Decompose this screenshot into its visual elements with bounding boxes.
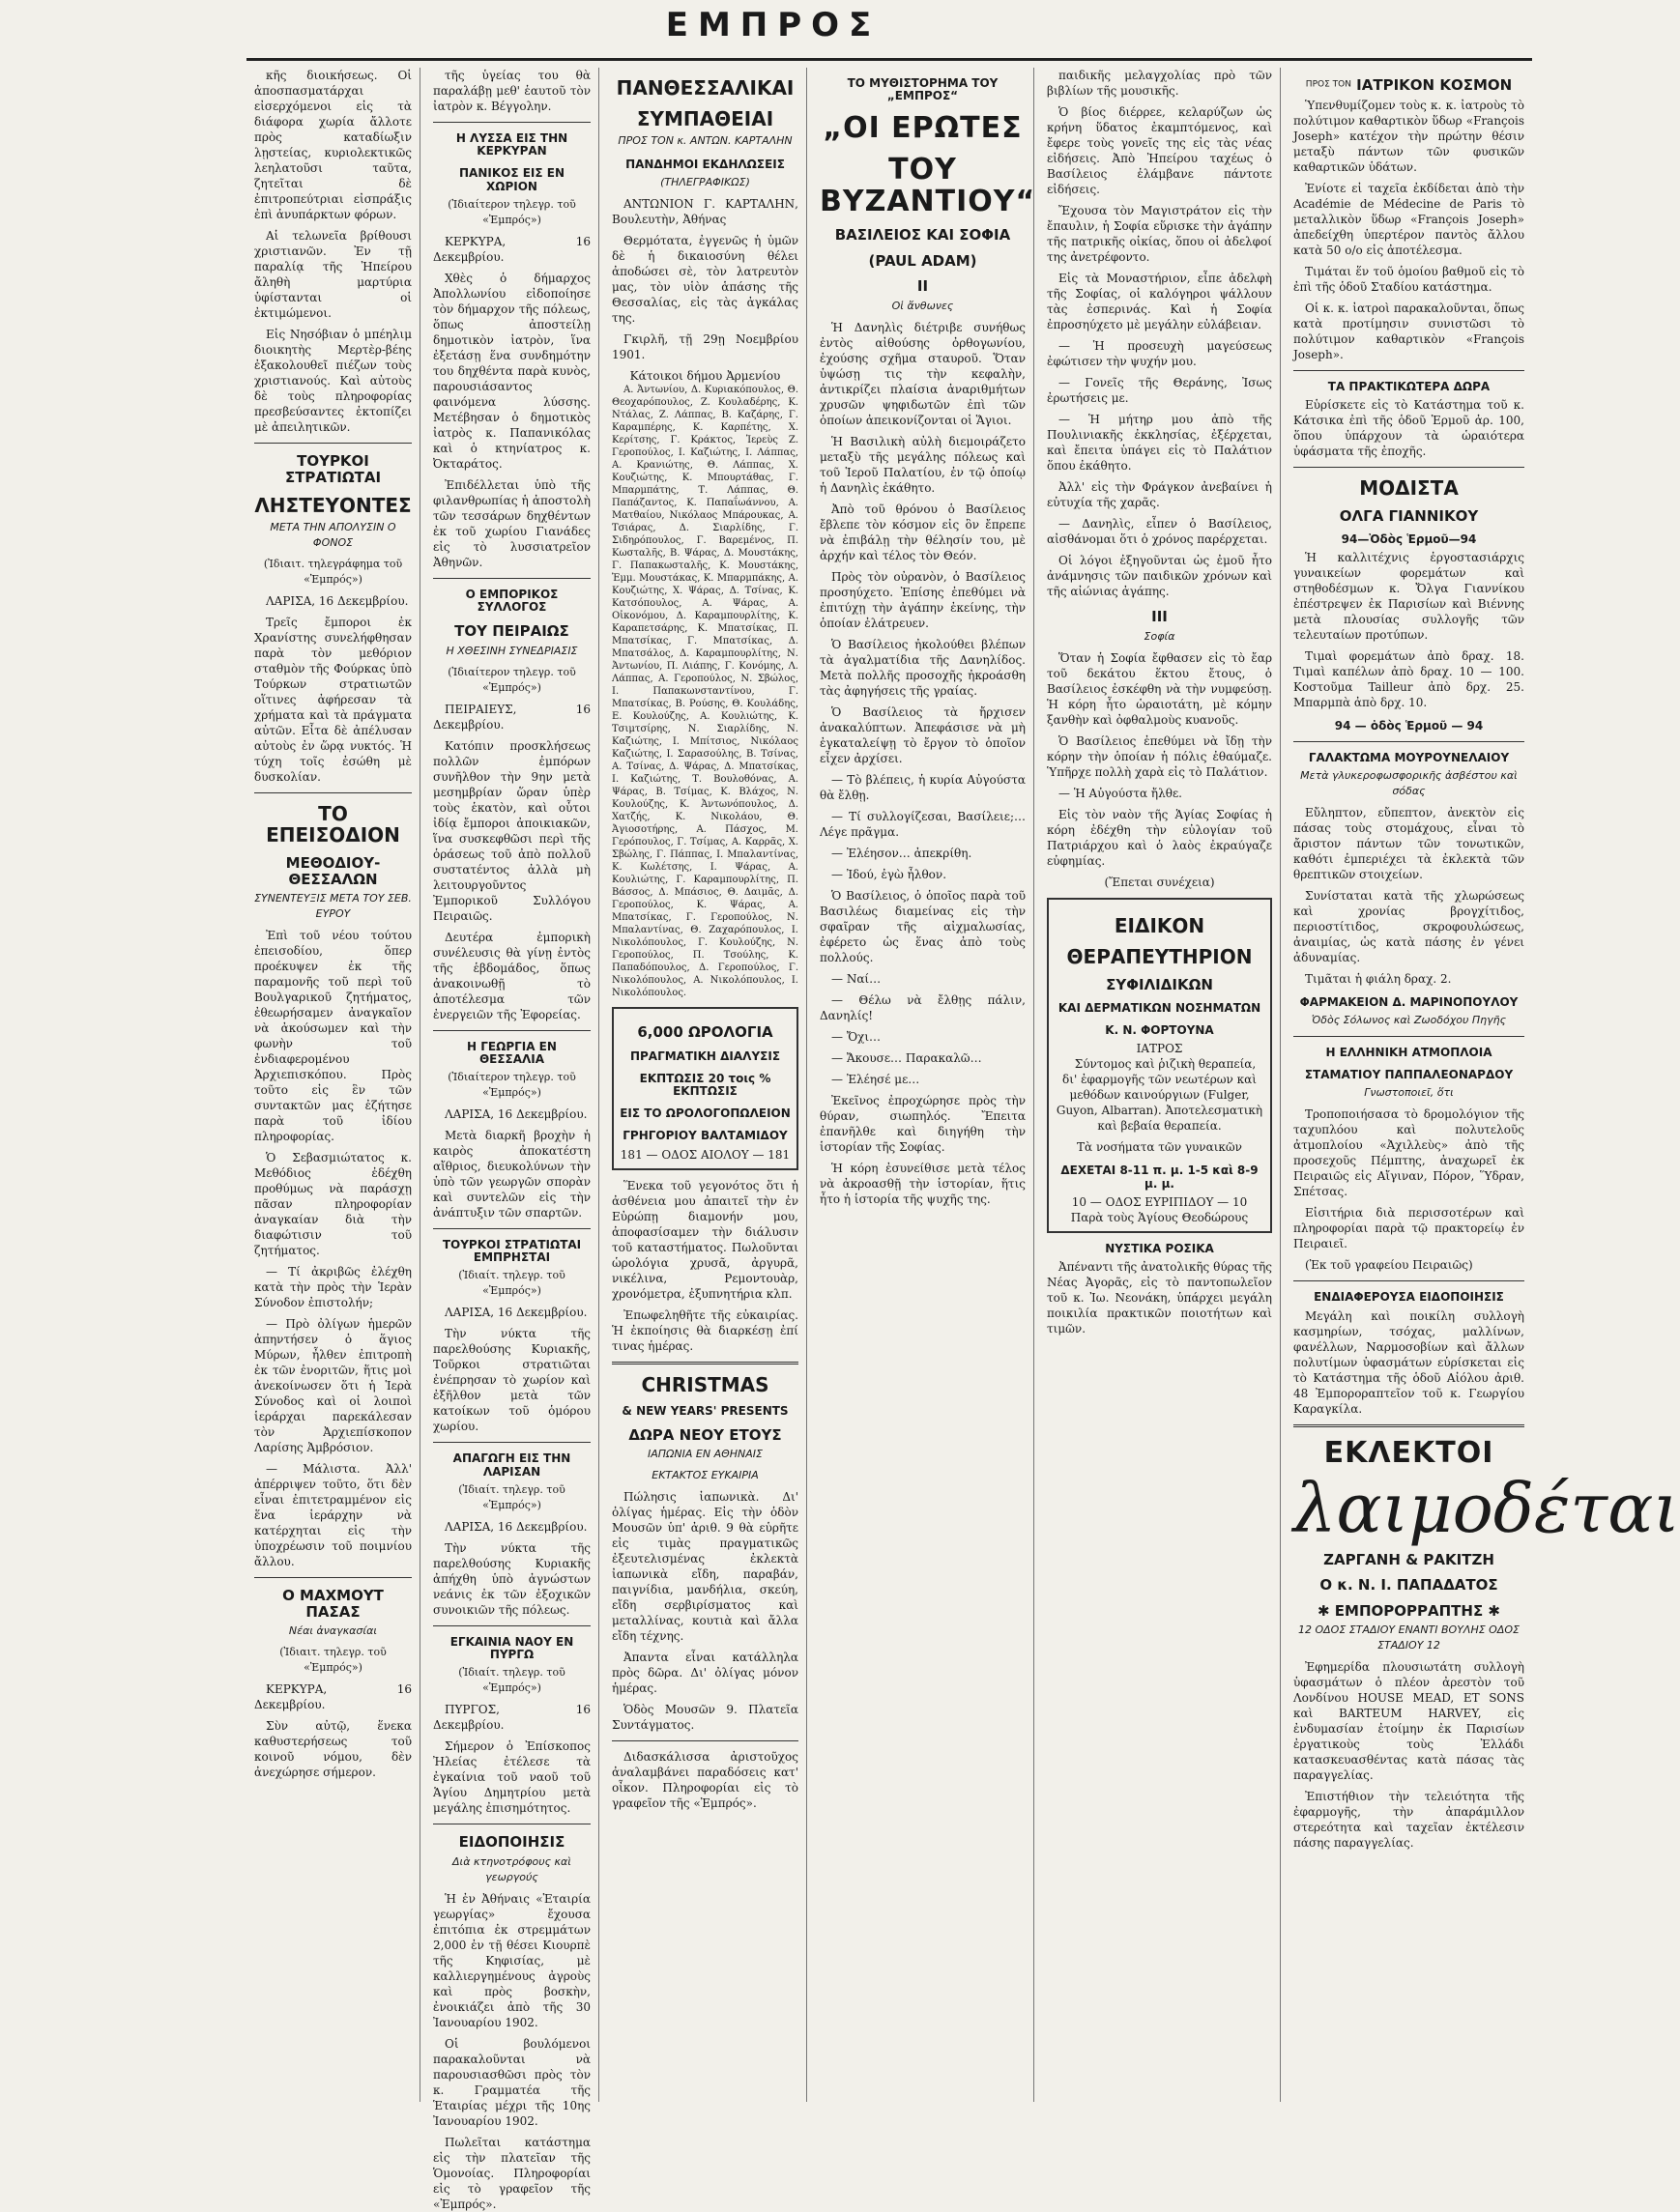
- dateline: Γκιρλῆ, τῇ 29ῃ Νοεμβρίου 1901.: [612, 332, 798, 362]
- divider: [433, 1442, 591, 1443]
- divider: [1293, 1036, 1524, 1037]
- dialogue-line: — Θέλω νὰ ἔλθῃς πάλιν, Δανηλίς!: [820, 992, 1026, 1022]
- ad-address: 181 — ΟΔΟΣ ΑΙΟΛΟΥ — 181: [620, 1147, 791, 1162]
- divider: [433, 1030, 591, 1031]
- headline: ΜΕΘΟΔΙΟΥ-ΘΕΣΣΑΛΩΝ: [285, 854, 381, 888]
- article-text: Ὁ Βασίλειος ἐπεθύμει νὰ ἴδῃ τὴν κόρην τὴν ὁποίαν ἡ πόλις ἐθαύμαζε. Ὑπῆρχε πολλὴ χαρὰ εἰς τὸ Παλάτιον.: [1047, 733, 1272, 779]
- ad-headline: ΕΙΔΙΚΟΝ: [1114, 913, 1205, 937]
- article-text: Πώλησις ἰαπωνικὰ. Δι' ὀλίγας ἡμέρας. Εἰς τὴν ὁδὸν Μουσῶν ὑπ' ἀριθ. 9 θὰ εὑρῆτε εἰς τιμὰς πραγματικῶς ἐξευτελισμένας ἐκλεκτὰ ἰαπωνικὰ εἴδη, παραβάν, παιγνίδια, μανδήλια, σκεύη, εἴδη σερβιρίσματος καὶ μεταλλίνας, κουτιὰ καὶ ἄλλα εἴδη τέχνης.: [612, 1490, 798, 1644]
- ad-text: Σύντομος καὶ ῥιζικὴ θεραπεία, δι' ἐφαρμογῆς τῶν νεωτέρων καὶ μεθόδων καινούργιων (Fulger, Guyon, Albarran). Ἀποτελεσματικὴ καὶ βεβαία θεραπεία.: [1056, 1057, 1263, 1134]
- byline: (Ἰδιαιτ. τηλεγράφημα τοῦ «Ἐμπρός»): [263, 558, 403, 586]
- article-text: Πρὸς τὸν οὐρανὸν, ὁ Βασίλειος προσηύχετο. Ἐπίσης ἐπεθύμει νὰ ἐπιτύχῃ τὴν ἀγάπην ἐκείνης, τὴν ὁποίαν ἐλάτρευεν.: [820, 569, 1026, 630]
- article-text: Συνίσταται κατὰ τῆς χλωρώσεως καὶ χρονίας βρογχίτιδος, περιοστίτιδος, σκροφουλώσεως, ἀναιμίας, ὡς κατὰ πάσης ἐν γένει ἀδυναμίας.: [1293, 888, 1524, 964]
- headline: 94—Ὁδὸς Ἑρμοῦ—94: [1341, 532, 1477, 547]
- headline: ΛΗΣΤΕΥΟΝΤΕΣ: [254, 494, 412, 517]
- addressee: ΑΝΤΩΝΙΟΝ Γ. ΚΑΡΤΑΛΗΝ, Βουλευτὴν, Ἀθήνας: [612, 197, 798, 227]
- article-text: Ἐπιδέλλεται ὑπὸ τῆς φιλανθρωπίας ἡ ἀποστολὴ τῶν τεσσάρων δηχθέντων ἐκ τοῦ χωρίου Γιανάδες εἰς τὸ λυσσιατρεῖον Ἀθηνῶν.: [433, 477, 591, 569]
- script-headline: λαιμοδέται: [1293, 1468, 1680, 1548]
- subheadline: Διὰ κτηνοτρόφους καὶ γεωργούς: [451, 1854, 572, 1883]
- article-text: Θερμότατα, ἐγγενῶς ἡ ὑμῶν δὲ ἡ δικαιοσύνη θέλει ἀποδώσει σὲ, τὸν λατρευτὸν μας, τὸν υἱὸν ἁπάσης τῆς Θεσσαλίας, εἰς τὰς ἀγκάλας της.: [612, 234, 798, 326]
- subheadline: Μετὰ γλυκεροφωσφορικῆς ἀσβέστου καὶ σόδας: [1300, 768, 1518, 797]
- headline: ΤΟΥΡΚΟΙ ΣΤΡΑΤΙΩΤΑΙ: [284, 452, 382, 486]
- dateline: ΛΑΡΙΣΑ, 16 Δεκεμβρίου.: [445, 1107, 588, 1121]
- dateline: ΠΕΙΡΑΙΕΥΣ, 16 Δεκεμβρίου.: [433, 702, 591, 732]
- divider: [1293, 1280, 1524, 1281]
- subheadline: ΒΑΣΙΛΕΙΟΣ ΚΑΙ ΣΟΦΙΑ: [834, 226, 1011, 244]
- ad-text: ΙΑΤΡΟΣ: [1136, 1042, 1183, 1056]
- dialogue-line: — Ἰδού, ἐγὼ ἦλθον.: [831, 867, 947, 881]
- headline: ΕΙΔΟΠΟΙΗΣΙΣ: [458, 1833, 565, 1852]
- article-text: τῆς ὑγείας του θὰ παραλάβῃ μεθ' ἑαυτοῦ τὸν ἰατρὸν κ. Βέγγολην.: [433, 69, 591, 113]
- article-text: Τιμάται ἕν τοῦ ὁμοίου βαθμοῦ εἰς τὸ ἐπὶ τῆς ὁδοῦ Σταδίου κατάστημα.: [1293, 264, 1524, 294]
- divider: [254, 443, 412, 444]
- article-text: Ἡ ἐν Ἀθήναις «Ἑταιρία γεωργίας» ἔχουσα ἐπιτόπια ἐκ στρεμμάτων 2,000 ἐν τῇ θέσει Κιουρπὲ τῆς Κηφισίας, μὲ καλλιεργημένους ἀγροὺς καὶ πρὸς βοσκὴν, ἐνοικιάζει ἀπὸ τῆς 30 Ἰανουαρίου 1902.: [433, 1891, 591, 2029]
- divider: [1293, 1424, 1524, 1427]
- article-text: Ἐκεῖνος ἐπροχώρησε πρὸς τὴν θύραν, σιωπηλός. Ἔπειτα ἐπανῆλθε καὶ διηγήθη τὴν ἱστορίαν τῆς Σοφίας.: [820, 1093, 1026, 1154]
- divider: [1293, 370, 1524, 371]
- article-text: κῆς διοικήσεως. Οἱ ἀποσπασματάρχαι εἰσερχόμενοι εἰς τὰ διάφορα χωρία ἄλλοτε πρὸς καταδίωξιν λῃστείας, κυριολεκτικῶς λεηλατοῦσι ταῦτα, ζητεῖται δὲ ἐπιτροπεύτριαι εἰσπράξις ἐπὶ ἀνυπάρκτων φόρων.: [254, 69, 412, 221]
- article-text: — Δανηλὶς, εἶπεν ὁ Βασίλειος, αἰσθάνομαι ὅτι ὁ χρόνος παρέρχεται.: [1047, 517, 1272, 546]
- article-text: Ἐνίοτε εἰ ταχεῖα ἐκδίδεται ἀπὸ τὴν Académie de Médecine de Paris τὸ μεταλλικὸν ὕδωρ «François Joseph» ἀπεδείχθη ὑπερτέρον παντὸς ἄλλου κατὰ 50 ο/ο εἰς ἀποτέλεσμα.: [1293, 181, 1524, 257]
- subheadline: ΠΡΟΣ ΤΟΝ κ. ΑΝΤΩΝ. ΚΑΡΤΑΛΗΝ: [618, 134, 793, 147]
- dateline: ΛΑΡΙΣΑ, 16 Δεκεμβρίου.: [266, 594, 409, 608]
- article-text: — Πρὸ ὀλίγων ἡμερῶν ἀπηντήσεν ὁ ἅγιος Μύρων, ἦλθεν ἐπιτροπὴ ἐκ τῶν ἐνοριτῶν, ἥτις μοὶ ἀνεκοίνωσεν ὅτι ἡ Ἱερὰ Σύνοδος καὶ οἱ λοιποὶ ἱεράρχαι παρεκάλεσαν τὸν Ἀρχιεπίσκοπον Λαρίσης Ἀμβρόσιον.: [254, 1317, 412, 1454]
- ad-address: 10 — ΟΔΟΣ ΕΥΡΙΠΙΔΟΥ — 10: [1071, 1194, 1248, 1209]
- article-text: Ὁδὸς Μουσῶν 9. Πλατεῖα Συντάγματος.: [612, 1703, 798, 1733]
- dateline: ΛΑΡΙΣΑ, 16 Δεκεμβρίου.: [445, 1519, 588, 1534]
- article-text: Τὴν νύκτα τῆς παρελθούσης Κυριακῆς ἀπήχθη ὑπὸ ἀγνώστων νεάνις ἐκ τῶν ἐξοχικῶν συνοικιῶν τῆς πόλεως.: [433, 1540, 591, 1617]
- article-text: Σὺν αὐτῷ, ἕνεκα καθυστερήσεως τοῦ κοινοῦ νόμου, δὲν ἀνεχώρησε σήμερον.: [254, 1719, 412, 1779]
- article-text: Πωλεῖται κατάστημα εἰς τὴν πλατεῖαν τῆς Ὁμονοίας. Πληροφορίαι εἰς τὸ γραφεῖον τῆς «Ἐμπρός».: [433, 2135, 591, 2211]
- article-text: Εὑρίσκετε εἰς τὸ Κατάστημα τοῦ κ. Κάτσικα ἐπὶ τῆς ὁδοῦ Ἑρμοῦ ἀρ. 100, ὅπου ὑπάρχουν τὰ ὡραιότερα ὑφάσματα τῆς ἐποχῆς.: [1293, 397, 1524, 458]
- dialogue-line: — Γονεῖς τῆς Θεράνης, Ἰσως ἐρωτήσεις με.: [1047, 376, 1272, 405]
- ad-headline: ΕΚΠΤΩΣΙΣ 20 τοις % ΕΚΠΤΩΣΙΣ: [639, 1071, 771, 1099]
- headline: ΣΥΜΠΑΘΕΙΑΙ: [636, 107, 774, 130]
- headline: CHRISTMAS: [641, 1372, 769, 1396]
- article-text: Ἀπὸ τοῦ θρόνου ὁ Βασίλειος ἔβλεπε τὸν κόσμον εἰς ὃν ἔπρεπε νὰ ἐπιβάλῃ τὴν θέλησίν του, μὲ ἀρχήν καὶ τέλος τὸν Θεόν.: [820, 502, 1026, 562]
- ad-headline: ΓΡΗΓΟΡΙΟΥ ΒΑΛΤΑΜΙΔΟΥ: [623, 1129, 788, 1143]
- continued-note: (Ἔπεται συνέχεια): [1104, 875, 1215, 889]
- article-text: Ἐπιστήθιον τὴν τελειότητα τῆς ἐφαρμογῆς, τὴν ἀπαράμιλλον στερεότητα καὶ ταχεῖαν ἐκτέλεσιν πάσης παραγγελίας.: [1293, 1790, 1524, 1850]
- headline: „ΟΙ ΕΡΩΤΕΣ: [823, 111, 1023, 146]
- subheadline: Ὁδὸς Σόλωνος καὶ Ζωοδόχου Πηγῆς: [1311, 1013, 1507, 1026]
- subheadline: Γνωστοποιεῖ, ὅτι: [1364, 1086, 1454, 1100]
- headline: ΝΥΣΤΙΚΑ ΡΟΣΙΚΑ: [1105, 1241, 1214, 1255]
- column-2: [425, 68, 599, 2211]
- headline: Η ΓΕΩΡΓΙΑ ΕΝ ΘΕΣΣΑΛΙΑ: [467, 1039, 557, 1066]
- headline: ΤΑ ΠΡΑΚΤΙΚΩΤΕΡΑ ΔΩΡΑ: [1327, 379, 1491, 393]
- article-text: Τὴν νύκτα τῆς παρελθούσης Κυριακῆς, Τοῦρκοι στρατιῶται ἐνέπρησαν τὸ χωρίον καὶ ἐξῆλθον μετὰ τῶν κατοίκων τοῦ ὁμόρου χωρίου.: [433, 1327, 591, 1434]
- subheadline: ΠΑΝΙΚΟΣ ΕΙΣ ΕΝ ΧΩΡΙΟΝ: [459, 166, 565, 193]
- headline: ΟΛΓΑ ΓΙΑΝΝΙΚΟΥ: [1339, 506, 1479, 525]
- headline: ΤΟΥΡΚΟΙ ΣΤΡΑΤΙΩΤΑΙ ΕΜΠΡΗΣΤΑΙ: [442, 1238, 582, 1265]
- article-text: Χθὲς ὁ δήμαρχος Ἀπολλωνίου εἰδοποίησε τὸν δήμαρχον τῆς πόλεως, ὅπως ἀποστείλῃ δημοτικὸν ἰατρὸν, ἵνα ἐξετάσῃ ἕνα συνδημότην του δηχθέντα παρὰ κυνὸς, παρουσιάσαντος φαινόμενα λύσσης. Μετέβησαν ὁ δημοτικὸς ἰατρὸς κ. Παπανικόλας καὶ ὁ κτηνίατρος κ. Ὀκταράτος.: [433, 271, 591, 471]
- masthead-rule: [246, 58, 1532, 61]
- article-text: Ἀλλ' εἰς τὴν Φράγκον ἀνεβαίνει ἡ εὐτυχία τῆς χαρᾶς.: [1047, 480, 1272, 509]
- column-4: [812, 68, 1034, 2102]
- article-text: — Μάλιστα. Ἀλλ' ἀπέρριψεν τοῦτο, ὅτι δὲν εἶναι ἐπιτετραμμένον εἰς ἕνα ἱεράρχην νὰ κατέρχηται εἰς τὴν ὑποχρέωσιν τοῦ ποιμνίου ἄλλου.: [254, 1462, 412, 1568]
- byline: (Ἰδιαίτ. τηλεγρ. τοῦ «Ἐμπρός»): [458, 1269, 565, 1298]
- subheadline: Κάτοικοι δήμου Ἀρμενίου: [629, 369, 781, 384]
- author: (PAUL ADAM): [868, 251, 977, 270]
- ad-headline: ΘΕΡΑΠΕΥΤΗΡΙΟΝ: [1066, 944, 1253, 968]
- article-text: Ἡ κόρη ἐσυνείθισε μετὰ τέλος νὰ ἀκροασθῇ τὴν ἱστορίαν, ἥτις ἦτο ἡ ἱστορία τῆς ψυχῆς της.: [820, 1161, 1026, 1206]
- byline: (Ἰδιαίτ. τηλεγρ. τοῦ «Ἐμπρός»): [458, 1482, 565, 1511]
- ad-headline: Κ. Ν. ΦΟΡΤΟΥΝΑ: [1105, 1023, 1214, 1038]
- headline: ΖΑΡΓΑΝΗ & ΡΑΚΙΤΖΗ: [1323, 1550, 1494, 1568]
- article-text: Εἰς Νησόβιαν ὁ μπέηλιμ διοικητὴς Μερτὲρ-βέης ἐξακολουθεῖ πιέζων τοὺς χριστιανούς. Καὶ αὐτοὺς δὲ τοὺς πληροφορίας πρεσβεύσαντες ἐκτοπίζει μὲ ἀπειλητικῶν.: [254, 328, 412, 434]
- headline: ΕΚΛΕΚΤΟΙ: [1323, 1435, 1494, 1470]
- dateline: ΚΕΡΚΥΡΑ, 16 Δεκεμβρίου.: [254, 1682, 412, 1711]
- article-text: Μετὰ διαρκῆ βροχὴν ἡ καιρὸς ἀποκατέστη αἴθριος, διευκολύνων τὴν ὑπὸ τῶν γεωργῶν σπορὰν καὶ συντελῶν εἰς τὴν ἀνάπτυξιν τῶν σπαρτῶν.: [433, 1129, 591, 1220]
- signatories: Α. Ἀντωνίου, Δ. Κυριακόπουλος, Θ. Θεοχαρόπουλος, Ζ. Κουλαδέρης, Κ. Ντάλας, Ζ. Λάππας, Β. Καζάρης, Γ. Καραμπέρης, Κ. Καρπέτης, Χ. Κερίτσης, Γ. Κράκτος, Ἱερεὺς Ζ. Γεροπούλος, Ι. Καζιώτης, Ι. Λάππας, Α. Κρανιώτης, Θ. Λάππας, Χ. Κουζιώτης, Κ. Μπουρτάθας, Γ. Μπαρμπάτης, Τ. Λάππας, Θ. Παπάζαντος, Κ. Παπαΐωάννου, Α. Ματθαίου, Νικόλαος Μπάρουκας, Α. Τσιάρας, Δ. Σιαρλίδης, Γ. Σιδηρόπουλος, Γ. Βαρεμένος, Π. Κωσταλῆς, Β. Ψάρας, Δ. Μουστάκης, Γ. Παπακωσταλῆς, Κ. Μουστάκης, Ἐμμ. Μουστάκας, Κ. Μπαρμπάκης, Α. Κουζιώτης, Χ. Ψάρας, Δ. Τσίνας, Κ. Κατσόπουλος, Α. Ψάρας, Α. Οἰκονόμου, Δ. Καραμπουρλίτης, Κ. Καραπετσάρης, Κ. Μπατσίκας, Π. Μπατσίκας, Γ. Μπατσίκας, Δ. Μπατσάλος, Δ. Καραμπουρλίτης, Ν. Ἀντωνίου, Π. Λιάπης, Γ. Κονόμης, Λ. Λάππας, Α. Γεροπούλος, Ν. Σβώλος, Ι. Παπακωνσταντίνου, Γ. Μπατσίκας, Β. Ρούσης, Θ. Κουλάδης, Ε. Κουλούζης, Α. Κουλιώτης, Κ. Τσιμτσίρης, Ν. Σιαρλίδης, Ν. Καζιώτης, Ι. Μπίτσιος, Νικόλαος Καζιώτης, Ι. Σαρασούλης, Β. Τσίνας, Α. Τσίνας, Δ. Ψάρας, Δ. Μπατσίκας, Ι. Καζιώτης, Τ. Βουλοθόνας, Α. Ψάρας, Β. Τσίμας, Κ. Βλάχος, Ν. Κουλούζης, Κ. Ἀντωνόπουλος, Δ. Χατζής, Κ. Νικολάου, Θ. Ἀγιοσοτήρης, Α. Πάσχος, Μ. Γερόπουλος, Γ. Τσίμας, Α. Καρρᾶς, Χ. Σβώλης, Γ. Πάππας, Ι. Μπαλαντίνας, Κ. Κωλέτσης, Ι. Ψάρας, Α. Κουλιώτης, Γ. Καραμπουρλίτης, Π. Βάσσος, Δ. Μπάσιος, Θ. Δαιμᾶς, Δ. Γεροπούλος, Κ. Ψάρας, Α. Μπατσίκας, Γ. Γεροπούλος, Ν. Μπαλαντίνας, Θ. Ζαχαρόπουλος, Ι. Νικολόπουλος, Γ. Κουλούζης, Ν. Γεροπούλος, Π. Τσούλης, Κ. Παπαδόπουλος, Δ. Γεροπούλος, Γ. Νικολόπουλος, Α. Νικολόπουλος, Ι. Νικολόπουλος.: [612, 385, 798, 999]
- divider: [433, 1228, 591, 1229]
- ad-headline: 6,000 ΩΡΟΛΟΓΙΑ: [637, 1023, 773, 1042]
- subheadline: ΕΚΤΑΚΤΟΣ ΕΥΚΑΙΡΙΑ: [652, 1469, 759, 1482]
- headline: ✱ ΕΜΠΟΡΟΡΡΑΠΤΗΣ ✱: [1318, 1601, 1500, 1620]
- article-text: Οἱ βουλόμενοι παρακαλοῦνται νὰ παρουσιασθῶσι πρὸς τὸν κ. Γραμματέα τῆς Ἑταιρίας μέχρι τῆς 10ης Ἰανουαρίου 1902.: [433, 2036, 591, 2128]
- headline-text: ΙΑΤΡΙΚΟΝ ΚΟΣΜΟΝ: [1356, 76, 1513, 94]
- subheadline: 12 ΟΔΟΣ ΣΤΑΔΙΟΥ ΕΝΑΝΤΙ ΒΟΥΛΗΣ ΟΔΟΣ ΣΤΑΔΙΟΥ 12: [1298, 1623, 1520, 1652]
- column-6: [1286, 68, 1680, 2102]
- byline: (Ἰδιαιτ. τηλεγρ. τοῦ «Ἐμπρός»): [279, 1646, 387, 1674]
- dialogue-line: — Ἐλέησέ με…: [831, 1072, 920, 1086]
- article-text: Διδασκάλισσα ἀριστοῦχος ἀναλαμβάνει παραδόσεις κατ' οἶκον. Πληροφορίαι εἰς τὸ γραφεῖον τῆς «Ἐμπρός».: [612, 1750, 798, 1811]
- divider: [1293, 467, 1524, 468]
- ad-headline: ΚΑΙ ΔΕΡΜΑΤΙΚΩΝ ΝΟΣΗΜΑΤΩΝ: [1057, 1001, 1261, 1015]
- ad-headline: ΠΡΑΓΜΑΤΙΚΗ ΔΙΑΛΥΣΙΣ: [629, 1049, 781, 1063]
- divider: [433, 1625, 591, 1626]
- subheadline: Η ΧΘΕΣΙΝΗ ΣΥΝΕΔΡΙΑΣΙΣ: [446, 644, 578, 657]
- headline: [1293, 77, 1524, 94]
- divider: [254, 792, 412, 793]
- article-text: Ἀπαντα εἶναι κατάλληλα πρὸς δῶρα. Δι' ὀλίγας μόνον ἡμέρας.: [612, 1651, 798, 1696]
- dialogue-line: — Ἡ προσευχὴ μαγεύσεως ἐφώτισεν τὴν ψυχήν μου.: [1047, 339, 1272, 368]
- dateline: ΠΥΡΓΟΣ, 16 Δεκεμβρίου.: [433, 1703, 591, 1733]
- headline: Ο ΜΑΧΜΟΥΤ ΠΑΣΑΣ: [282, 1587, 384, 1621]
- article-text: (Ἐκ τοῦ γραφείου Πειραιῶς): [1305, 1258, 1473, 1273]
- divider: [254, 1577, 412, 1578]
- article-text: Κατόπιν προσκλήσεως πολλῶν ἐμπόρων συνῆλθον τὴν 9ην μετὰ μεσημβρίαν ὥραν ὑπὲρ τοὺς ἑκατὸν, καὶ οὗτοι ἰδίᾳ ἔμποροι ἀποικιακῶν, ἵνα συσκεφθῶσι περὶ τῆς ὁράσεως τοῦ ἀπὸ πολλοῦ συστατέντος ἀλλὰ μὴ λειτουργοῦντος Ἐμπορικοῦ Συλλόγου Πειραιῶς.: [433, 738, 591, 923]
- dialogue-line: — Τί συλλογίζεσαι, Βασίλειε;… Λέγε πρᾶγμα.: [820, 809, 1026, 839]
- article-text: Ἕνεκα τοῦ γεγονότος ὅτι ἡ ἀσθένεια μου ἀπαιτεῖ τὴν ἐν Εὐρώπῃ διαμονήν μου, ἀποφασίσαμεν τὴν διάλυσιν τοῦ καταστήματος. Πωλοῦνται ὡρολόγια χρυσᾶ, ἀργυρᾶ, νικέλινα, Ρεμοντουὰρ, χρονόμετρα, ἐξυπνητήρια κλπ.: [612, 1178, 798, 1301]
- article-text: Εἰς τὰ Μοναστήριον, εἶπε ἀδελφὴ τῆς Σοφίας, οἱ καλόγηροι ψάλλουν τὰς ἐσπερινάς. Καὶ ἡ Σοφία ἐπροσηύχετο μὲ μεγάλην εὐλάβειαν.: [1047, 272, 1272, 331]
- dialogue-line: — Ἄκουσε… Παρακαλῶ…: [831, 1050, 982, 1065]
- ad-headline: ΣΥΦΙΛΙΔΙΚΩΝ: [1106, 975, 1213, 993]
- headline-prefix: ΠΡΟΣ ΤΟΝ: [1305, 79, 1351, 90]
- article-text: Ἔχουσα τὸν Μαγιστράτον εἰς τὴν ἔπαυλιν, ἡ Σοφία εὕρισκε τὴν ἀγάπην τῆς πατρικῆς οἰκίας, ὅπου οἱ ἀδελφοί της ἀνετρέφοντο.: [1047, 204, 1272, 264]
- headline: Η ΕΛΛΗΝΙΚΗ ΑΤΜΟΠΛΟΙΑ: [1325, 1045, 1492, 1059]
- article-text: Ὁ Βασίλειος τὰ ἤρχισεν ἀνακαλύπτων. Ἀπεφάσισε νὰ μὴ ἐγκαταλείψῃ τὸ ἔργον τὸ ὁποῖον εἶχεν ἀρχίσει.: [820, 704, 1026, 765]
- dialogue-line: — Ὄχι…: [831, 1029, 882, 1044]
- divider: [433, 578, 591, 579]
- column-3: [604, 68, 807, 2102]
- article-text: Τιμᾶται ἡ φιάλη δραχ. 2.: [1305, 971, 1452, 986]
- divider: [1293, 741, 1524, 742]
- article-text: Ἡ Βασιλικὴ αὐλὴ διεμοιράζετο μεταξὺ τῆς μεγάλης πόλεως καὶ τοῦ Ἱεροῦ Παλατίου, ἐν τῷ ὁποίῳ ἡ Δανηλὶς ἐκάθητο.: [820, 434, 1026, 495]
- headline: Ο ΕΜΠΟΡΙΚΟΣ ΣΥΛΛΟΓΟΣ: [465, 587, 559, 614]
- clinic-advertisement: [1047, 898, 1272, 1233]
- newspaper-page: [246, 68, 1680, 2211]
- headline: ΣΤΑΜΑΤΙΟΥ ΠΑΠΠΑΛΕΟΝΑΡΔΟΥ: [1304, 1068, 1514, 1082]
- chapter-number: III: [1151, 608, 1168, 625]
- article-text: Ὅταν ἡ Σοφία ἔφθασεν εἰς τὸ ἔαρ τοῦ δεκάτου ἕκτου ἔτους, ὁ Βασίλειος ἐσκέφθη νὰ τὴν νυμφεύσῃ. Ἡ κόρη ἦτο ὡραιοτάτη, μὲ κόμην ξανθὴν καὶ ὀφθαλμοὺς κυανοῦς.: [1047, 650, 1272, 727]
- subheadline: Νέαι ἀναγκασίαι: [288, 1624, 378, 1637]
- dialogue-line: — Ναί…: [831, 971, 882, 986]
- ad-hours: ΔΕΧΕΤΑΙ 8-11 π. μ. 1-5 καὶ 8-9 μ. μ.: [1060, 1163, 1259, 1191]
- article-text: Ἀπέναντι τῆς ἀνατολικῆς θύρας τῆς Νέας Ἀγορᾶς, εἰς τὸ παντοπωλεῖον τοῦ κ. Ἰω. Νεονάκη, ὑπάρχει μεγάλη ποικιλία πρακτικῶν ποιοτήτων καὶ τιμῶν.: [1047, 1259, 1272, 1336]
- chapter-title: Οἱ ἄνθωνες: [891, 299, 954, 312]
- ad-headline: ΕΙΣ ΤΟ ΩΡΟΛΟΓΟΠΩΛΕΙΟΝ: [620, 1106, 791, 1121]
- article-text: Τρεῖς ἔμποροι ἐκ Χρανίστης συνελήφθησαν παρὰ τὸν μεθόριον σταθμὸν τῆς Φούρκας ὑπὸ Τούρκων στρατιωτῶν οἵτινες ἀφήρεσαν τὰ χρήματα καὶ τὰ πράγματα αὐτῶν. Εἶτα δὲ ἀπέλυσαν αὐτοὺς ἐν ὥρᾳ νυκτός. Ἡ τύχη τοῖς ἐσώθη μὲ δυσκολίαν.: [254, 616, 412, 784]
- article-text: Οἱ κ. κ. ἰατροὶ παρακαλοῦνται, ὅπως κατὰ προτίμησιν συνιστῶσι τὸ πολύτιμον καθαρτικὸν «François Joseph».: [1293, 301, 1524, 361]
- headline: Η ΛΥΣΣΑ ΕΙΣ ΤΗΝ ΚΕΡΚΥΡΑΝ: [455, 131, 568, 158]
- article-text: Ὁ Σεβασμιώτατος κ. Μεθόδιος ἐδέχθη προθύμως νὰ παράσχῃ πᾶσαν πληροφορίαν ἀναγκαίαν διὰ τὴν διαφώτισιν τοῦ ζητήματος.: [254, 1151, 412, 1257]
- chapter-title: Σοφία: [1144, 629, 1175, 643]
- article-text: Ἐπὶ τοῦ νέου τούτου ἐπεισοδίου, ὅπερ προέκυψεν ἐκ τῆς παραμονῆς τοῦ περὶ τοῦ Βουλγαρικοῦ ζητήματος, ἐθεωρήσαμεν ἀναγκαῖον νὰ ἀκούσωμεν καὶ τὴν φωνὴν τοῦ ἐνδιαφερομένου Ἀρχιεπισκόπου. Πρὸς τοῦτο εἰς ἓν τῶν συντακτῶν μας ἐζήτησε παρὰ τοῦ ἰδίου πληροφορίας.: [254, 929, 412, 1143]
- headline: ΠΑΝΘΕΣΣΑΛΙΚΑΙ: [616, 76, 795, 100]
- masthead: [0, 0, 1547, 70]
- dateline: ΛΑΡΙΣΑ, 16 Δεκεμβρίου.: [445, 1306, 588, 1320]
- article-text: Ἐπωφεληθῆτε τῆς εὐκαιρίας. Ἡ ἐκποίησις θὰ διαρκέσῃ ἐπί τινας ἡμέρας.: [612, 1307, 798, 1353]
- article-text: Ἐφημερίδα πλουσιωτάτη συλλογὴ ὑφασμάτων ὁ πλέον ἀρεστὸν τοῦ Λονδίνου HOUSE MEAD, ET SONS καὶ BARTEUM HARVEY, εἰς ἐνδυμασίαν ἐτοίμην ἐκ Παρισίων ἐργατικοὺς τοὺς Ἐλλάδι κατασκευασθέντας κατὰ πάσας τὰς παραγγελίας.: [1293, 1660, 1524, 1782]
- article-text: Ὁ Βασίλειος ἠκολούθει βλέπων τὰ ἀγαλματίδια τῆς Δανηλίδος. Μετὰ πολλῆς προσοχῆς ἠκροάσθη τὰς ἀφηγήσεις τῆς γραίας.: [820, 637, 1026, 698]
- headline: ΤΟΥ ΠΕΙΡΑΙΩΣ: [454, 622, 569, 641]
- article-text: Εὔληπτον, εὔπεπτον, ἀνεκτὸν εἰς πάσας τοὺς στομάχους, εἶναι τὸ ἄριστον πάντων τῶν τονωτικῶν, καθότι ἐμπεριέχει τὰ ἐκλεκτὰ τῶν θρεπτικῶν στοιχείων.: [1293, 805, 1524, 881]
- headline: ΕΝΔΙΑΦΕΡΟΥΣΑ ΕΙΔΟΠΟΙΗΣΙΣ: [1314, 1290, 1504, 1305]
- serial-kicker: ΤΟ ΜΥΘΙΣΤΟΡΗΜΑ ΤΟΥ „ΕΜΠΡΟΣ“: [847, 76, 999, 103]
- headline: ΑΠΑΓΩΓΗ ΕΙΣ ΤΗΝ ΛΑΡΙΣΑΝ: [452, 1451, 571, 1479]
- headline: Ο κ. Ν. Ι. ΠΑΠΑΔΑΤΟΣ: [1319, 1576, 1498, 1594]
- dialogue-line: — Ἡ Αὐγούστα ἤλθε.: [1058, 786, 1182, 800]
- subheadline: ΣΥΝΕΝΤΕΥΞΙΣ ΜΕΤΑ ΤΟΥ ΣΕΒ. ΕΥΡΟΥ: [254, 892, 412, 920]
- headline: & NEW YEARS' PRESENTS: [622, 1403, 789, 1418]
- article-text: — Τί ἀκριβῶς ἐλέχθη κατὰ τὴν πρὸς τὴν Ἱερὰν Σύνοδον ἐπιστολήν;: [254, 1265, 412, 1309]
- article-text: Ἡ καλλιτέχνις ἐργοστασιάρχις γυναικείων φορεμάτων καὶ στηθοδέσμων κ. Ὄλγα Γιαννίκου ἐπέστρεψεν ἐκ Παρισίων καὶ Βιέννης μετὰ πλουσίας συλλογῆς τῶν τελευταίων προτύπων.: [1293, 551, 1524, 643]
- headline: ΦΑΡΜΑΚΕΙΟΝ Δ. ΜΑΡΙΝΟΠΟΥΛΟΥ: [1299, 994, 1519, 1009]
- article-text: Μεγάλη καὶ ποικίλη συλλογὴ κασμηρίων, τσόχας, μαλλίνων, φανέλλων, Ναρμοσοβίων καὶ ἄλλων πολυτίμων ὑφασμάτων εὑρίσκεται εἰς τὸ Κατάστημα τῆς ὁδοῦ Αἰόλου ἀριθ. 48 Ἐμποροραπτεῖον τοῦ κ. Γεωργίου Καραγκίλα.: [1293, 1308, 1524, 1416]
- headline: ΓΑΛΑΚΤΩΜΑ ΜΟΥΡΟΥΝΕΛΑΙΟΥ: [1308, 750, 1510, 764]
- column-1: [246, 68, 420, 2102]
- byline: (Ἰδιαίτερον τηλεγρ. τοῦ «Ἐμπρός»): [448, 1071, 576, 1099]
- headline: ΔΩΡΑ ΝΕΟΥ ΕΤΟΥΣ: [628, 1425, 782, 1444]
- headline: ΕΓΚΑΙΝΙΑ ΝΑΟΥ ΕΝ ΠΥΡΓΩ: [449, 1634, 574, 1661]
- subheadline: (ΤΗΛΕΓΡΑΦΙΚΩΣ): [660, 176, 750, 189]
- divider: [612, 1362, 798, 1365]
- headline: ΜΟΔΙΣΤΑ: [1359, 475, 1459, 500]
- article-text: Δευτέρα ἐμπορικὴ συνέλευσις θὰ γίνῃ ἐντὸς τῆς ἑβδομάδος, ὅπως ἀνακοινωθῇ τὸ ἀποτέλεσμα τῶν ἐνεργειῶν τῆς Ἐφορείας.: [433, 930, 591, 1021]
- headline: ΤΟ ΕΠΕΙΣΟΔΙΟΝ: [266, 802, 400, 847]
- article-text: — Ἡ μήτηρ μου ἀπὸ τῆς Πουλινιακῆς ἐκκλησίας, ἐξέρχεται, καὶ ἔπειτα ὑπάγει εἰς τὸ Παλάτιον ὅπου ἐκάθητο.: [1047, 413, 1272, 473]
- article-text: Αἱ τελωνεῖα βρίθουσι χριστιανῶν. Ἐν τῇ παραλίᾳ τῆς Ἠπείρου ἄληθὴ μαρτύρια ὑφίστανται οἱ ἐκτιμώμενοι.: [254, 229, 412, 320]
- article-text: Ἡ Δανηλὶς διέτριβε συνήθως ἐντὸς αἰθούσης ὀρθογωνίου, ἐχούσης σχῆμα σταυροῦ. Ὅταν ὑψώσῃ τις τὴν κεφαλὴν, ἀντικρίζει πλαίσια ἀναριθμήτων χρυσῶν ψηφιδωτῶν ἐπὶ τῶν ὁποίων ἀπεικονίζονται οἱ Ἅγιοι.: [820, 320, 1026, 427]
- dateline: ΚΕΡΚΥΡΑ, 16 Δεκεμβρίου.: [433, 234, 591, 264]
- subheadline: ΙΑΠΩΝΙΑ ΕΝ ΑΘΗΝΑΙΣ: [647, 1448, 764, 1461]
- column-5: [1039, 68, 1281, 2102]
- dialogue-line: — Ἐλέησον… ἀπεκρίθη.: [831, 846, 972, 860]
- ad-address: Παρὰ τοὺς Ἁγίους Θεοδώρους: [1070, 1210, 1249, 1224]
- byline: (Ἰδιαίτερον τηλεγρ. τοῦ «Ἐμπρός»): [448, 197, 576, 226]
- article-text: Οἱ λόγοι ἐξηγοῦνται ὡς ἐμοῦ ἦτο ἀνάμνησις τῶν παιδικῶν χρόνων καὶ τῆς αἰώνιας ἀγάπης.: [1047, 554, 1272, 598]
- article-text: Ὁ βίος διέρρεε, κελαρύζων ὡς κρήνη ὕδατος ἐκαμπτόμενος, καὶ ἔφερε τοὺς γονεῖς της εἰς τὰς νέας εἰδήσεις. Ἀπὸ Ἠπείρου ταχέως ὁ Βασίλειος ἐλάμβανε πάντοτε εἰδήσεις.: [1047, 105, 1272, 196]
- divider: [433, 122, 591, 123]
- article-text: Ὑπενθυμίζομεν τοὺς κ. κ. ἰατροὺς τὸ πολύτιμον καθαρτικὸν ὕδωρ «François Joseph» κατέχον τὴν πρώτην θέσιν μεταξὺ πάντων τῶν φυσικῶν καθαρτικῶν ὑδάτων.: [1293, 98, 1524, 174]
- dialogue-line: — Τὸ βλέπεις, ἡ κυρία Αὐγούστα θὰ ἔλθῃ.: [820, 772, 1026, 802]
- chapter-number: II: [916, 277, 929, 296]
- page-title: ΕΜΠΡΟΣ: [665, 6, 882, 44]
- divider: [612, 1740, 798, 1741]
- article-text: Τιμαὶ φορεμάτων ἀπὸ δραχ. 18. Τιμαὶ καπέλων ἀπὸ δραχ. 10 — 100. Κοστοῦμα Tailleur ἀπὸ δρχ. 25. Μπαρμπὰ ἀπὸ δρχ. 10.: [1293, 649, 1524, 710]
- byline: (Ἰδιαίτερον τηλεγρ. τοῦ «Ἐμπρός»): [448, 665, 576, 694]
- subheadline: ΜΕΤΑ ΤΗΝ ΑΠΟΛΥΣΙΝ Ο ΦΟΝΟΣ: [270, 521, 396, 549]
- headline: 94 — ὁδὸς Ἑρμοῦ — 94: [1334, 719, 1484, 733]
- article-text: Εἰς τὸν ναὸν τῆς Ἁγίας Σοφίας ἡ κόρη ἐδέχθη τὴν εὐλογίαν τοῦ Πατριάρχου καὶ ὁ λαὸς ἐκραύγαζε εὐφημίας.: [1047, 807, 1272, 868]
- article-text: παιδικῆς μελαγχολίας πρὸ τῶν βιβλίων τῆς μουσικῆς.: [1047, 69, 1272, 98]
- article-text: Τροποποιήσασα τὸ δρομολόγιον τῆς ταχυπλόου καὶ πολυτελοῦς ἀτμοπλοίου «Ἀχιλλεὺς» ἀπὸ τῆς προσεχοῦς Πέμπτης, ἀναχωρεῖ ἐκ Πειραιῶς εἰς Αἴγιναν, Πόρον, Ὕδραν, Σπέτσας.: [1293, 1107, 1524, 1199]
- headline: ΠΑΝΔΗΜΟΙ ΕΚΔΗΛΩΣΕΙΣ: [625, 158, 785, 171]
- article-text: Εἰσιτήρια διὰ περισσοτέρων καὶ πληροφορίαι παρὰ τῷ πρακτορείῳ ἐν Πειραιεῖ.: [1293, 1206, 1524, 1251]
- ad-text: Τὰ νοσήματα τῶν γυναικῶν: [1077, 1140, 1242, 1155]
- article-text: Ὁ Βασίλειος, ὁ ὁποῖος παρὰ τοῦ Βασιλέως διαμείνας εἰς τὴν σφαῖραν τῆς αἰχμαλωσίας, ἐφέρετο ὡς ἕνας ἀπὸ τοὺς πολλούς.: [820, 888, 1026, 964]
- watch-sale-advertisement: [612, 1007, 798, 1169]
- headline: ΤΟΥ ΒΥΖΑΝΤΙΟΥ“: [820, 153, 1036, 219]
- byline: (Ἰδιαίτ. τηλεγρ. τοῦ «Ἐμπρός»): [458, 1666, 565, 1695]
- article-text: Σήμερον ὁ Ἐπίσκοπος Ἠλείας ἐτέλεσε τὰ ἐγκαίνια τοῦ ναοῦ τοῦ Ἁγίου Δημητρίου μετὰ μεγάλης ἐπισημότητος.: [433, 1739, 591, 1816]
